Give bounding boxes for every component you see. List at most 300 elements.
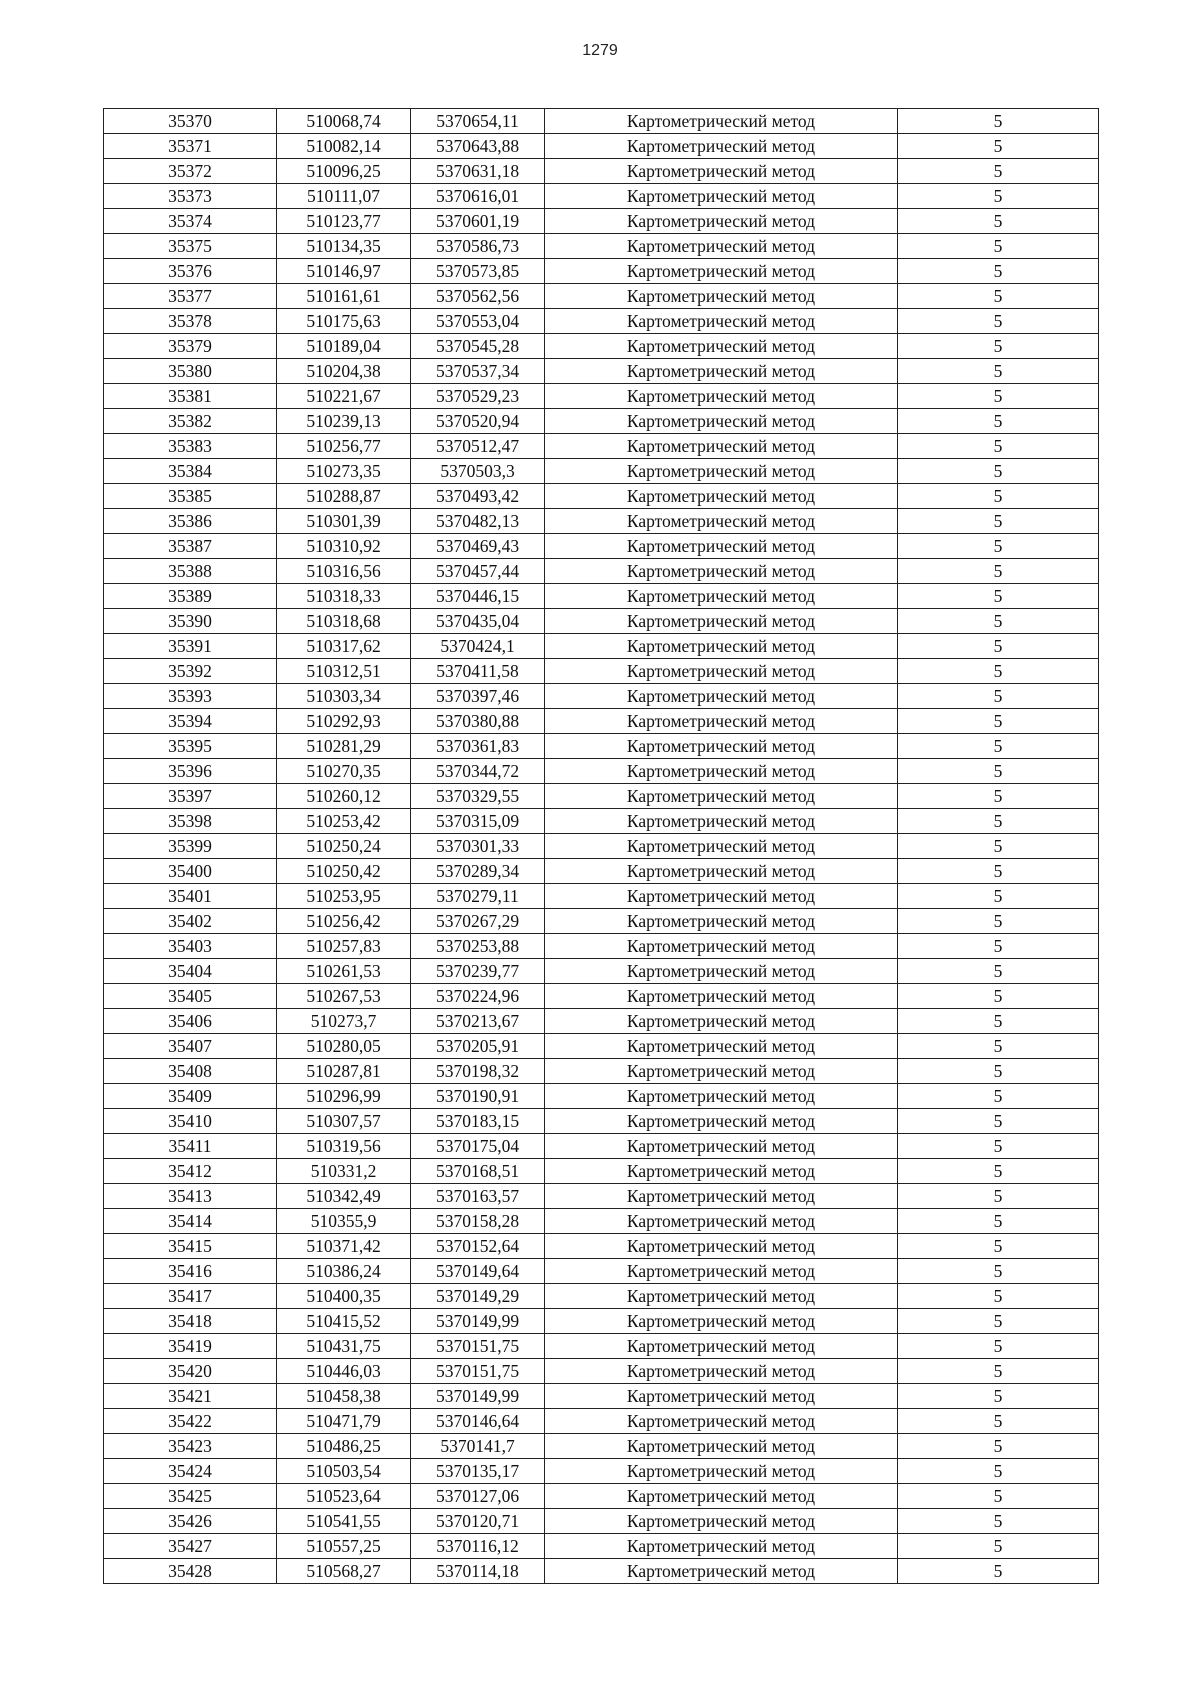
table-row — [104, 1334, 1099, 1359]
table-row — [104, 984, 1099, 1009]
method-cell: Картометрический метод — [545, 1059, 898, 1084]
y-coordinate-cell: 5370545,28 — [411, 334, 545, 359]
x-coordinate-cell: 510458,38 — [277, 1384, 411, 1409]
accuracy-cell: 5 — [898, 309, 1099, 334]
method-cell: Картометрический метод — [545, 1534, 898, 1559]
table-row — [104, 1309, 1099, 1334]
point-number-cell: 35388 — [104, 559, 277, 584]
y-coordinate-cell: 5370654,11 — [411, 109, 545, 134]
table-row — [104, 1284, 1099, 1309]
accuracy-cell: 5 — [898, 609, 1099, 634]
table-row — [104, 1234, 1099, 1259]
x-coordinate-cell: 510371,42 — [277, 1234, 411, 1259]
accuracy-cell: 5 — [898, 684, 1099, 709]
point-number-cell: 35391 — [104, 634, 277, 659]
accuracy-cell: 5 — [898, 1259, 1099, 1284]
accuracy-cell: 5 — [898, 784, 1099, 809]
accuracy-cell: 5 — [898, 884, 1099, 909]
accuracy-cell: 5 — [898, 284, 1099, 309]
x-coordinate-cell: 510146,97 — [277, 259, 411, 284]
x-coordinate-cell: 510250,42 — [277, 859, 411, 884]
y-coordinate-cell: 5370158,28 — [411, 1209, 545, 1234]
y-coordinate-cell: 5370380,88 — [411, 709, 545, 734]
accuracy-cell: 5 — [898, 1534, 1099, 1559]
point-number-cell: 35426 — [104, 1509, 277, 1534]
point-number-cell: 35380 — [104, 359, 277, 384]
method-cell: Картометрический метод — [545, 234, 898, 259]
x-coordinate-cell: 510123,77 — [277, 209, 411, 234]
x-coordinate-cell: 510301,39 — [277, 509, 411, 534]
accuracy-cell: 5 — [898, 659, 1099, 684]
y-coordinate-cell: 5370503,3 — [411, 459, 545, 484]
x-coordinate-cell: 510317,62 — [277, 634, 411, 659]
point-number-cell: 35374 — [104, 209, 277, 234]
y-coordinate-cell: 5370493,42 — [411, 484, 545, 509]
table-row — [104, 1559, 1099, 1584]
x-coordinate-cell: 510111,07 — [277, 184, 411, 209]
point-number-cell: 35385 — [104, 484, 277, 509]
point-number-cell: 35396 — [104, 759, 277, 784]
method-cell: Картометрический метод — [545, 584, 898, 609]
method-cell: Картометрический метод — [545, 1234, 898, 1259]
x-coordinate-cell: 510312,51 — [277, 659, 411, 684]
method-cell: Картометрический метод — [545, 509, 898, 534]
accuracy-cell: 5 — [898, 634, 1099, 659]
table-row — [104, 359, 1099, 384]
accuracy-cell: 5 — [898, 1084, 1099, 1109]
x-coordinate-cell: 510204,38 — [277, 359, 411, 384]
y-coordinate-cell: 5370116,12 — [411, 1534, 545, 1559]
table-row — [104, 1359, 1099, 1384]
x-coordinate-cell: 510261,53 — [277, 959, 411, 984]
method-cell: Картометрический метод — [545, 484, 898, 509]
table-row — [104, 334, 1099, 359]
y-coordinate-cell: 5370631,18 — [411, 159, 545, 184]
table-row — [104, 1459, 1099, 1484]
x-coordinate-cell: 510273,7 — [277, 1009, 411, 1034]
table-row — [104, 1259, 1099, 1284]
method-cell: Картометрический метод — [545, 334, 898, 359]
table-row — [104, 159, 1099, 184]
accuracy-cell: 5 — [898, 1359, 1099, 1384]
accuracy-cell: 5 — [898, 1034, 1099, 1059]
y-coordinate-cell: 5370120,71 — [411, 1509, 545, 1534]
table-row — [104, 184, 1099, 209]
method-cell: Картометрический метод — [545, 1209, 898, 1234]
point-number-cell: 35413 — [104, 1184, 277, 1209]
x-coordinate-cell: 510256,42 — [277, 909, 411, 934]
method-cell: Картометрический метод — [545, 309, 898, 334]
method-cell: Картометрический метод — [545, 809, 898, 834]
table-row — [104, 659, 1099, 684]
x-coordinate-cell: 510486,25 — [277, 1434, 411, 1459]
table-row — [104, 1184, 1099, 1209]
accuracy-cell: 5 — [898, 584, 1099, 609]
y-coordinate-cell: 5370446,15 — [411, 584, 545, 609]
x-coordinate-cell: 510296,99 — [277, 1084, 411, 1109]
point-number-cell: 35410 — [104, 1109, 277, 1134]
method-cell: Картометрический метод — [545, 959, 898, 984]
y-coordinate-cell: 5370149,29 — [411, 1284, 545, 1309]
accuracy-cell: 5 — [898, 184, 1099, 209]
accuracy-cell: 5 — [898, 1234, 1099, 1259]
point-number-cell: 35402 — [104, 909, 277, 934]
table-row — [104, 1209, 1099, 1234]
y-coordinate-cell: 5370239,77 — [411, 959, 545, 984]
method-cell: Картометрический метод — [545, 759, 898, 784]
table-row — [104, 1509, 1099, 1534]
x-coordinate-cell: 510319,56 — [277, 1134, 411, 1159]
accuracy-cell: 5 — [898, 1284, 1099, 1309]
point-number-cell: 35416 — [104, 1259, 277, 1284]
y-coordinate-cell: 5370127,06 — [411, 1484, 545, 1509]
method-cell: Картометрический метод — [545, 159, 898, 184]
accuracy-cell: 5 — [898, 1059, 1099, 1084]
table-row — [104, 509, 1099, 534]
accuracy-cell: 5 — [898, 484, 1099, 509]
x-coordinate-cell: 510471,79 — [277, 1409, 411, 1434]
point-number-cell: 35417 — [104, 1284, 277, 1309]
point-number-cell: 35424 — [104, 1459, 277, 1484]
y-coordinate-cell: 5370562,56 — [411, 284, 545, 309]
point-number-cell: 35420 — [104, 1359, 277, 1384]
x-coordinate-cell: 510307,57 — [277, 1109, 411, 1134]
table-row — [104, 1409, 1099, 1434]
point-number-cell: 35372 — [104, 159, 277, 184]
table-row — [104, 809, 1099, 834]
accuracy-cell: 5 — [898, 734, 1099, 759]
accuracy-cell: 5 — [898, 1184, 1099, 1209]
x-coordinate-cell: 510431,75 — [277, 1334, 411, 1359]
method-cell: Картометрический метод — [545, 659, 898, 684]
table-row — [104, 584, 1099, 609]
y-coordinate-cell: 5370183,15 — [411, 1109, 545, 1134]
accuracy-cell: 5 — [898, 1459, 1099, 1484]
x-coordinate-cell: 510253,42 — [277, 809, 411, 834]
x-coordinate-cell: 510400,35 — [277, 1284, 411, 1309]
method-cell: Картометрический метод — [545, 634, 898, 659]
method-cell: Картометрический метод — [545, 434, 898, 459]
table-row — [104, 784, 1099, 809]
y-coordinate-cell: 5370163,57 — [411, 1184, 545, 1209]
x-coordinate-cell: 510342,49 — [277, 1184, 411, 1209]
accuracy-cell: 5 — [898, 1159, 1099, 1184]
accuracy-cell: 5 — [898, 909, 1099, 934]
x-coordinate-cell: 510523,64 — [277, 1484, 411, 1509]
x-coordinate-cell: 510310,92 — [277, 534, 411, 559]
coordinates-table — [103, 108, 1099, 1584]
method-cell: Картометрический метод — [545, 1434, 898, 1459]
table-row — [104, 434, 1099, 459]
point-number-cell: 35412 — [104, 1159, 277, 1184]
point-number-cell: 35392 — [104, 659, 277, 684]
accuracy-cell: 5 — [898, 1209, 1099, 1234]
point-number-cell: 35409 — [104, 1084, 277, 1109]
y-coordinate-cell: 5370344,72 — [411, 759, 545, 784]
y-coordinate-cell: 5370529,23 — [411, 384, 545, 409]
page-number: 1279 — [582, 42, 618, 59]
method-cell: Картометрический метод — [545, 1084, 898, 1109]
table-row — [104, 309, 1099, 334]
point-number-cell: 35386 — [104, 509, 277, 534]
x-coordinate-cell: 510568,27 — [277, 1559, 411, 1584]
accuracy-cell: 5 — [898, 209, 1099, 234]
y-coordinate-cell: 5370168,51 — [411, 1159, 545, 1184]
method-cell: Картометрический метод — [545, 909, 898, 934]
accuracy-cell: 5 — [898, 359, 1099, 384]
method-cell: Картометрический метод — [545, 1484, 898, 1509]
x-coordinate-cell: 510288,87 — [277, 484, 411, 509]
point-number-cell: 35395 — [104, 734, 277, 759]
table-row — [104, 1059, 1099, 1084]
y-coordinate-cell: 5370190,91 — [411, 1084, 545, 1109]
point-number-cell: 35400 — [104, 859, 277, 884]
table-row — [104, 609, 1099, 634]
accuracy-cell: 5 — [898, 159, 1099, 184]
method-cell: Картометрический метод — [545, 1284, 898, 1309]
point-number-cell: 35379 — [104, 334, 277, 359]
x-coordinate-cell: 510256,77 — [277, 434, 411, 459]
x-coordinate-cell: 510239,13 — [277, 409, 411, 434]
table-row — [104, 1384, 1099, 1409]
y-coordinate-cell: 5370482,13 — [411, 509, 545, 534]
table-row — [104, 1034, 1099, 1059]
accuracy-cell: 5 — [898, 409, 1099, 434]
table-row — [104, 684, 1099, 709]
x-coordinate-cell: 510273,35 — [277, 459, 411, 484]
method-cell: Картометрический метод — [545, 1134, 898, 1159]
x-coordinate-cell: 510267,53 — [277, 984, 411, 1009]
point-number-cell: 35382 — [104, 409, 277, 434]
y-coordinate-cell: 5370279,11 — [411, 884, 545, 909]
table-row — [104, 959, 1099, 984]
y-coordinate-cell: 5370643,88 — [411, 134, 545, 159]
method-cell: Картометрический метод — [545, 109, 898, 134]
method-cell: Картометрический метод — [545, 884, 898, 909]
point-number-cell: 35378 — [104, 309, 277, 334]
table-row — [104, 909, 1099, 934]
accuracy-cell: 5 — [898, 1434, 1099, 1459]
method-cell: Картометрический метод — [545, 1159, 898, 1184]
y-coordinate-cell: 5370135,17 — [411, 1459, 545, 1484]
x-coordinate-cell: 510355,9 — [277, 1209, 411, 1234]
method-cell: Картометрический метод — [545, 784, 898, 809]
method-cell: Картометрический метод — [545, 1259, 898, 1284]
method-cell: Картометрический метод — [545, 734, 898, 759]
point-number-cell: 35394 — [104, 709, 277, 734]
y-coordinate-cell: 5370397,46 — [411, 684, 545, 709]
y-coordinate-cell: 5370329,55 — [411, 784, 545, 809]
table-row — [104, 759, 1099, 784]
method-cell: Картометрический метод — [545, 259, 898, 284]
accuracy-cell: 5 — [898, 534, 1099, 559]
point-number-cell: 35370 — [104, 109, 277, 134]
accuracy-cell: 5 — [898, 384, 1099, 409]
table-row — [104, 484, 1099, 509]
x-coordinate-cell: 510189,04 — [277, 334, 411, 359]
accuracy-cell: 5 — [898, 859, 1099, 884]
method-cell: Картометрический метод — [545, 1459, 898, 1484]
y-coordinate-cell: 5370553,04 — [411, 309, 545, 334]
y-coordinate-cell: 5370149,64 — [411, 1259, 545, 1284]
accuracy-cell: 5 — [898, 759, 1099, 784]
method-cell: Картометрический метод — [545, 934, 898, 959]
x-coordinate-cell: 510068,74 — [277, 109, 411, 134]
y-coordinate-cell: 5370424,1 — [411, 634, 545, 659]
accuracy-cell: 5 — [898, 109, 1099, 134]
table-row — [104, 209, 1099, 234]
accuracy-cell: 5 — [898, 1009, 1099, 1034]
method-cell: Картометрический метод — [545, 1359, 898, 1384]
y-coordinate-cell: 5370198,32 — [411, 1059, 545, 1084]
x-coordinate-cell: 510331,2 — [277, 1159, 411, 1184]
point-number-cell: 35407 — [104, 1034, 277, 1059]
x-coordinate-cell: 510316,56 — [277, 559, 411, 584]
accuracy-cell: 5 — [898, 434, 1099, 459]
accuracy-cell: 5 — [898, 934, 1099, 959]
x-coordinate-cell: 510280,05 — [277, 1034, 411, 1059]
table-row — [104, 1134, 1099, 1159]
method-cell: Картометрический метод — [545, 859, 898, 884]
accuracy-cell: 5 — [898, 834, 1099, 859]
y-coordinate-cell: 5370267,29 — [411, 909, 545, 934]
method-cell: Картометрический метод — [545, 534, 898, 559]
table-row — [104, 109, 1099, 134]
table-row — [104, 1484, 1099, 1509]
x-coordinate-cell: 510082,14 — [277, 134, 411, 159]
y-coordinate-cell: 5370149,99 — [411, 1384, 545, 1409]
point-number-cell: 35384 — [104, 459, 277, 484]
coordinates-table-body — [104, 109, 1099, 1584]
x-coordinate-cell: 510386,24 — [277, 1259, 411, 1284]
x-coordinate-cell: 510303,34 — [277, 684, 411, 709]
x-coordinate-cell: 510281,29 — [277, 734, 411, 759]
point-number-cell: 35383 — [104, 434, 277, 459]
table-row — [104, 409, 1099, 434]
y-coordinate-cell: 5370573,85 — [411, 259, 545, 284]
point-number-cell: 35408 — [104, 1059, 277, 1084]
point-number-cell: 35419 — [104, 1334, 277, 1359]
point-number-cell: 35403 — [104, 934, 277, 959]
y-coordinate-cell: 5370152,64 — [411, 1234, 545, 1259]
y-coordinate-cell: 5370520,94 — [411, 409, 545, 434]
y-coordinate-cell: 5370175,04 — [411, 1134, 545, 1159]
x-coordinate-cell: 510318,68 — [277, 609, 411, 634]
point-number-cell: 35377 — [104, 284, 277, 309]
table-row — [104, 259, 1099, 284]
y-coordinate-cell: 5370224,96 — [411, 984, 545, 1009]
point-number-cell: 35422 — [104, 1409, 277, 1434]
point-number-cell: 35406 — [104, 1009, 277, 1034]
x-coordinate-cell: 510292,93 — [277, 709, 411, 734]
table-row — [104, 234, 1099, 259]
accuracy-cell: 5 — [898, 1134, 1099, 1159]
y-coordinate-cell: 5370289,34 — [411, 859, 545, 884]
accuracy-cell: 5 — [898, 1509, 1099, 1534]
accuracy-cell: 5 — [898, 234, 1099, 259]
x-coordinate-cell: 510270,35 — [277, 759, 411, 784]
x-coordinate-cell: 510096,25 — [277, 159, 411, 184]
y-coordinate-cell: 5370253,88 — [411, 934, 545, 959]
table-row — [104, 459, 1099, 484]
method-cell: Картометрический метод — [545, 384, 898, 409]
table-row — [104, 1109, 1099, 1134]
point-number-cell: 35423 — [104, 1434, 277, 1459]
accuracy-cell: 5 — [898, 134, 1099, 159]
y-coordinate-cell: 5370586,73 — [411, 234, 545, 259]
point-number-cell: 35389 — [104, 584, 277, 609]
point-number-cell: 35381 — [104, 384, 277, 409]
x-coordinate-cell: 510161,61 — [277, 284, 411, 309]
point-number-cell: 35421 — [104, 1384, 277, 1409]
method-cell: Картометрический метод — [545, 1409, 898, 1434]
point-number-cell: 35414 — [104, 1209, 277, 1234]
accuracy-cell: 5 — [898, 1484, 1099, 1509]
method-cell: Картометрический метод — [545, 1034, 898, 1059]
y-coordinate-cell: 5370213,67 — [411, 1009, 545, 1034]
x-coordinate-cell: 510257,83 — [277, 934, 411, 959]
table-row — [104, 884, 1099, 909]
y-coordinate-cell: 5370411,58 — [411, 659, 545, 684]
x-coordinate-cell: 510253,95 — [277, 884, 411, 909]
point-number-cell: 35411 — [104, 1134, 277, 1159]
method-cell: Картометрический метод — [545, 409, 898, 434]
accuracy-cell: 5 — [898, 559, 1099, 584]
x-coordinate-cell: 510415,52 — [277, 1309, 411, 1334]
y-coordinate-cell: 5370151,75 — [411, 1359, 545, 1384]
table-row — [104, 1009, 1099, 1034]
y-coordinate-cell: 5370149,99 — [411, 1309, 545, 1334]
x-coordinate-cell: 510557,25 — [277, 1534, 411, 1559]
accuracy-cell: 5 — [898, 334, 1099, 359]
y-coordinate-cell: 5370616,01 — [411, 184, 545, 209]
point-number-cell: 35427 — [104, 1534, 277, 1559]
method-cell: Картометрический метод — [545, 984, 898, 1009]
point-number-cell: 35393 — [104, 684, 277, 709]
point-number-cell: 35415 — [104, 1234, 277, 1259]
point-number-cell: 35390 — [104, 609, 277, 634]
x-coordinate-cell: 510287,81 — [277, 1059, 411, 1084]
x-coordinate-cell: 510446,03 — [277, 1359, 411, 1384]
table-row — [104, 1159, 1099, 1184]
method-cell: Картометрический метод — [545, 1509, 898, 1534]
method-cell: Картометрический метод — [545, 834, 898, 859]
accuracy-cell: 5 — [898, 1309, 1099, 1334]
accuracy-cell: 5 — [898, 1409, 1099, 1434]
point-number-cell: 35399 — [104, 834, 277, 859]
y-coordinate-cell: 5370361,83 — [411, 734, 545, 759]
point-number-cell: 35418 — [104, 1309, 277, 1334]
y-coordinate-cell: 5370151,75 — [411, 1334, 545, 1359]
table-row — [104, 559, 1099, 584]
x-coordinate-cell: 510134,35 — [277, 234, 411, 259]
accuracy-cell: 5 — [898, 459, 1099, 484]
point-number-cell: 35428 — [104, 1559, 277, 1584]
point-number-cell: 35425 — [104, 1484, 277, 1509]
table-row — [104, 1434, 1099, 1459]
point-number-cell: 35397 — [104, 784, 277, 809]
accuracy-cell: 5 — [898, 959, 1099, 984]
accuracy-cell: 5 — [898, 1109, 1099, 1134]
y-coordinate-cell: 5370205,91 — [411, 1034, 545, 1059]
point-number-cell: 35371 — [104, 134, 277, 159]
table-row — [104, 134, 1099, 159]
table-row — [104, 734, 1099, 759]
point-number-cell: 35404 — [104, 959, 277, 984]
accuracy-cell: 5 — [898, 709, 1099, 734]
accuracy-cell: 5 — [898, 1334, 1099, 1359]
table-row — [104, 534, 1099, 559]
